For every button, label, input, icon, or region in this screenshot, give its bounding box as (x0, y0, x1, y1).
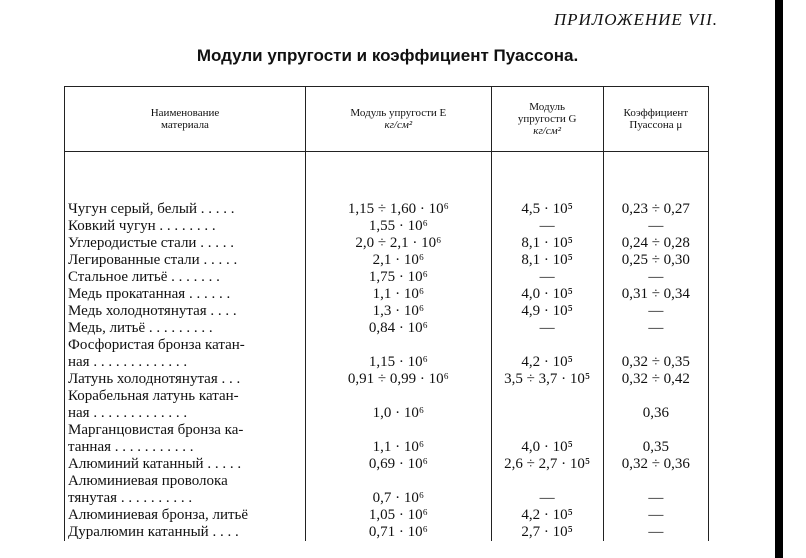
table-row (65, 286, 709, 303)
modulus-g-value: 4,2 · 10⁵ (491, 507, 603, 524)
column-header-line: Наименование (150, 107, 220, 119)
modulus-e-value: 0,84 · 10⁶ (306, 320, 492, 337)
column-header-line: упругости G (517, 113, 577, 125)
table-row (65, 371, 709, 388)
appendix-label: ПРИЛОЖЕНИЕ VII. (553, 10, 718, 29)
poisson-value (603, 337, 708, 354)
modulus-e-value: 0,7 · 10⁶ (306, 490, 492, 507)
elastic-moduli-table (64, 86, 709, 541)
poisson-value (603, 388, 708, 405)
column-header-unit: кг/см² (533, 125, 561, 137)
modulus-e-value: 1,05 · 10⁶ (306, 507, 492, 524)
column-header-line: Пуассона μ (629, 119, 683, 131)
material-name: Стальное литьё . . . . . . . (65, 269, 306, 286)
column-header-modulus-e (306, 87, 492, 152)
modulus-g-value: 8,1 · 10⁵ (491, 252, 603, 269)
material-name: ная . . . . . . . . . . . . . (65, 405, 306, 422)
modulus-g-value (491, 337, 603, 354)
column-header-material (65, 87, 306, 152)
modulus-g-value: — (491, 269, 603, 286)
modulus-g-value: 2,7 · 10⁵ (491, 524, 603, 541)
modulus-e-value: 1,15 ÷ 1,60 · 10⁶ (306, 201, 492, 218)
modulus-e-value: 1,0 · 10⁶ (306, 405, 492, 422)
page-edge-bar (775, 0, 783, 558)
modulus-e-value: 0,69 · 10⁶ (306, 456, 492, 473)
material-name: Алюминиевая проволока (65, 473, 306, 490)
table-row-continuation (65, 439, 709, 456)
material-name: Латунь холоднотянутая . . . (65, 371, 306, 388)
table-row (65, 473, 709, 490)
column-header-line: Модуль (529, 101, 566, 113)
column-header-line: материала (161, 119, 209, 131)
material-name: Дуралюмин катанный . . . . (65, 524, 306, 541)
column-header-line: Модуль упругости E (350, 107, 447, 119)
material-name: Ковкий чугун . . . . . . . . (65, 218, 306, 235)
column-header-modulus-g (491, 87, 603, 152)
material-name: Медь, литьё . . . . . . . . . (65, 320, 306, 337)
table-row (65, 456, 709, 473)
table-row (65, 507, 709, 524)
modulus-g-value: 3,5 ÷ 3,7 · 10⁵ (491, 371, 603, 388)
poisson-value: 0,35 (603, 439, 708, 456)
modulus-g-value (491, 405, 603, 422)
material-name: Углеродистые стали . . . . . (65, 235, 306, 252)
material-name: Медь холоднотянутая . . . . (65, 303, 306, 320)
poisson-value (603, 422, 708, 439)
poisson-value: 0,23 ÷ 0,27 (603, 201, 708, 218)
poisson-value: 0,32 ÷ 0,42 (603, 371, 708, 388)
table-row (65, 252, 709, 269)
table-row-continuation (65, 354, 709, 371)
poisson-value: — (603, 218, 708, 235)
modulus-e-value: 2,0 ÷ 2,1 · 10⁶ (306, 235, 492, 252)
modulus-e-value: 1,55 · 10⁶ (306, 218, 492, 235)
table-row (65, 388, 709, 405)
poisson-value: — (603, 507, 708, 524)
table-row (65, 524, 709, 541)
table-spacer-row (65, 152, 709, 202)
table-header-row (65, 87, 709, 152)
table-row (65, 218, 709, 235)
column-header-unit: кг/см² (384, 119, 413, 131)
modulus-e-value: 0,91 ÷ 0,99 · 10⁶ (306, 371, 492, 388)
poisson-value (603, 473, 708, 490)
material-name: Медь прокатанная . . . . . . (65, 286, 306, 303)
table-row-continuation (65, 490, 709, 507)
modulus-g-value (491, 388, 603, 405)
material-name: тянутая . . . . . . . . . . (65, 490, 306, 507)
column-header-line: Коэффициент (623, 107, 689, 119)
poisson-value: — (603, 490, 708, 507)
poisson-value: 0,32 ÷ 0,35 (603, 354, 708, 371)
material-name: ная . . . . . . . . . . . . . (65, 354, 306, 371)
poisson-value: — (603, 269, 708, 286)
modulus-g-value: 8,1 · 10⁵ (491, 235, 603, 252)
material-name: танная . . . . . . . . . . . (65, 439, 306, 456)
modulus-e-value (306, 473, 492, 490)
poisson-value: 0,31 ÷ 0,34 (603, 286, 708, 303)
table-row (65, 337, 709, 354)
table-row (65, 320, 709, 337)
modulus-e-value: 0,71 · 10⁶ (306, 524, 492, 541)
table-row (65, 303, 709, 320)
poisson-value: — (603, 320, 708, 337)
material-name: Алюминий катанный . . . . . (65, 456, 306, 473)
table-row (65, 422, 709, 439)
poisson-value: — (603, 303, 708, 320)
page-title: Модули упругости и коэффициент Пуассона. (196, 46, 579, 65)
table-row-continuation (65, 405, 709, 422)
modulus-g-value: 4,0 · 10⁵ (491, 286, 603, 303)
table-row (65, 201, 709, 218)
modulus-e-value: 1,3 · 10⁶ (306, 303, 492, 320)
material-name: Алюминиевая бронза, литьё (65, 507, 306, 524)
poisson-value: 0,25 ÷ 0,30 (603, 252, 708, 269)
modulus-e-value: 1,15 · 10⁶ (306, 354, 492, 371)
poisson-value: — (603, 524, 708, 541)
modulus-g-value (491, 422, 603, 439)
modulus-e-value: 1,1 · 10⁶ (306, 286, 492, 303)
material-name: Чугун серый, белый . . . . . (65, 201, 306, 218)
poisson-value: 0,32 ÷ 0,36 (603, 456, 708, 473)
poisson-value: 0,36 (603, 405, 708, 422)
modulus-g-value (491, 473, 603, 490)
material-name: Легированные стали . . . . . (65, 252, 306, 269)
modulus-e-value (306, 422, 492, 439)
column-header-poisson (603, 87, 708, 152)
modulus-e-value (306, 388, 492, 405)
modulus-g-value: — (491, 320, 603, 337)
table-row (65, 269, 709, 286)
modulus-g-value: — (491, 218, 603, 235)
modulus-g-value: 4,0 · 10⁵ (491, 439, 603, 456)
modulus-g-value: 4,2 · 10⁵ (491, 354, 603, 371)
material-name: Марганцовистая бронза ка- (65, 422, 306, 439)
table-row (65, 235, 709, 252)
material-name: Корабельная латунь катан- (65, 388, 306, 405)
table-body (65, 152, 709, 542)
poisson-value: 0,24 ÷ 0,28 (603, 235, 708, 252)
modulus-e-value: 1,1 · 10⁶ (306, 439, 492, 456)
modulus-g-value: 2,6 ÷ 2,7 · 10⁵ (491, 456, 603, 473)
modulus-g-value: — (491, 490, 603, 507)
modulus-g-value: 4,5 · 10⁵ (491, 201, 603, 218)
modulus-e-value: 1,75 · 10⁶ (306, 269, 492, 286)
material-name: Фосфористая бронза катан- (65, 337, 306, 354)
modulus-e-value: 2,1 · 10⁶ (306, 252, 492, 269)
modulus-g-value: 4,9 · 10⁵ (491, 303, 603, 320)
modulus-e-value (306, 337, 492, 354)
